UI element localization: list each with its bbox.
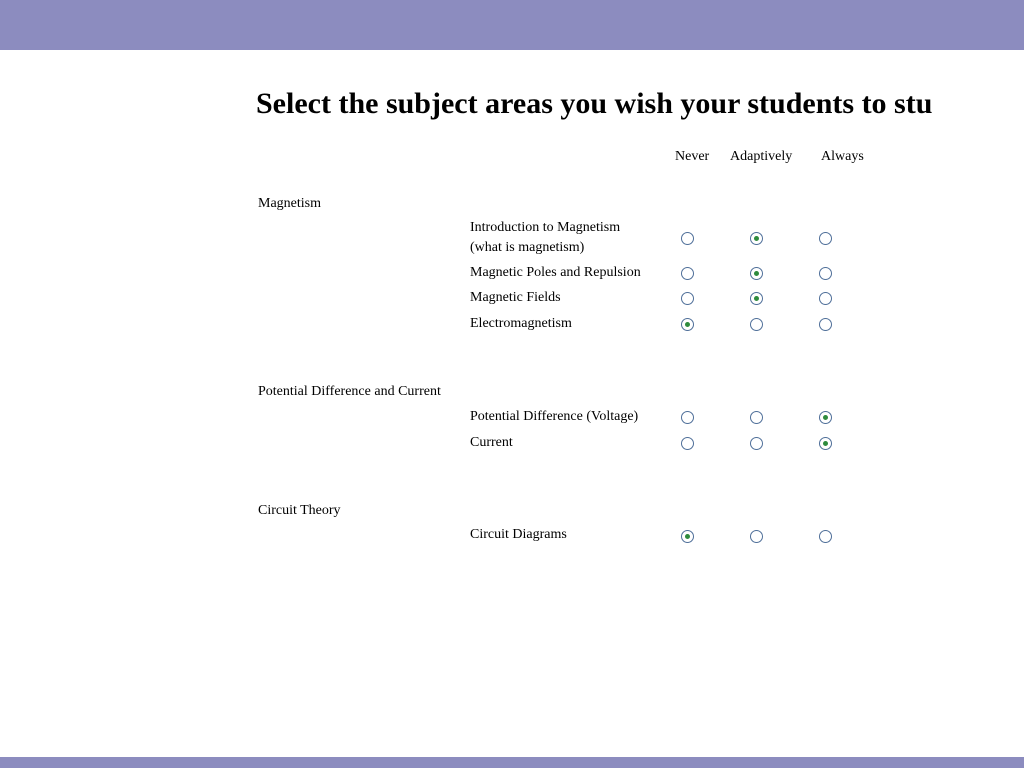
radio-magnetic-poles-always[interactable] (819, 267, 832, 280)
column-header-adaptively: Adaptively (730, 149, 793, 164)
topic-label-magnetic-fields: Magnetic Fields (470, 290, 561, 305)
radio-current-always[interactable] (819, 437, 832, 450)
top-banner (0, 0, 1024, 50)
topic-label-current: Current (470, 435, 513, 450)
radio-intro-magnetism-always[interactable] (819, 232, 832, 245)
bottom-banner (0, 757, 1024, 768)
radio-magnetic-poles-never[interactable] (681, 267, 694, 280)
radio-intro-magnetism-never[interactable] (681, 232, 694, 245)
radio-magnetic-fields-adaptively[interactable] (750, 292, 763, 305)
page-title: Select the subject areas you wish your students to stu (256, 87, 933, 120)
radio-current-never[interactable] (681, 437, 694, 450)
radio-magnetic-fields-always[interactable] (819, 292, 832, 305)
topic-label-electromagnetism: Electromagnetism (470, 316, 572, 331)
topic-label-potential-difference: Potential Difference (Voltage) (470, 409, 639, 424)
section-label-magnetism: Magnetism (258, 196, 321, 211)
radio-potential-difference-always[interactable] (819, 411, 832, 424)
radio-current-adaptively[interactable] (750, 437, 763, 450)
radio-potential-difference-never[interactable] (681, 411, 694, 424)
radio-potential-difference-adaptively[interactable] (750, 411, 763, 424)
topic-label-introduction-to-magnetism (470, 218, 620, 258)
column-header-never: Never (675, 149, 710, 164)
radio-circuit-diagrams-adaptively[interactable] (750, 530, 763, 543)
section-label-circuit-theory: Circuit Theory (258, 503, 341, 518)
topic-label-magnetic-poles: Magnetic Poles and Repulsion (470, 265, 641, 280)
section-label-potential-difference-and-current: Potential Difference and Current (258, 384, 441, 399)
column-header-always: Always (821, 149, 864, 164)
radio-intro-magnetism-adaptively[interactable] (750, 232, 763, 245)
radio-circuit-diagrams-never[interactable] (681, 530, 694, 543)
radio-magnetic-poles-adaptively[interactable] (750, 267, 763, 280)
radio-magnetic-fields-never[interactable] (681, 292, 694, 305)
topic-label-circuit-diagrams: Circuit Diagrams (470, 527, 567, 542)
radio-circuit-diagrams-always[interactable] (819, 530, 832, 543)
radio-electromagnetism-always[interactable] (819, 318, 832, 331)
topic-label-line: (what is magnetism) (470, 240, 585, 255)
radio-electromagnetism-adaptively[interactable] (750, 318, 763, 331)
radio-electromagnetism-never[interactable] (681, 318, 694, 331)
topic-label-line: Introduction to Magnetism (470, 220, 621, 235)
